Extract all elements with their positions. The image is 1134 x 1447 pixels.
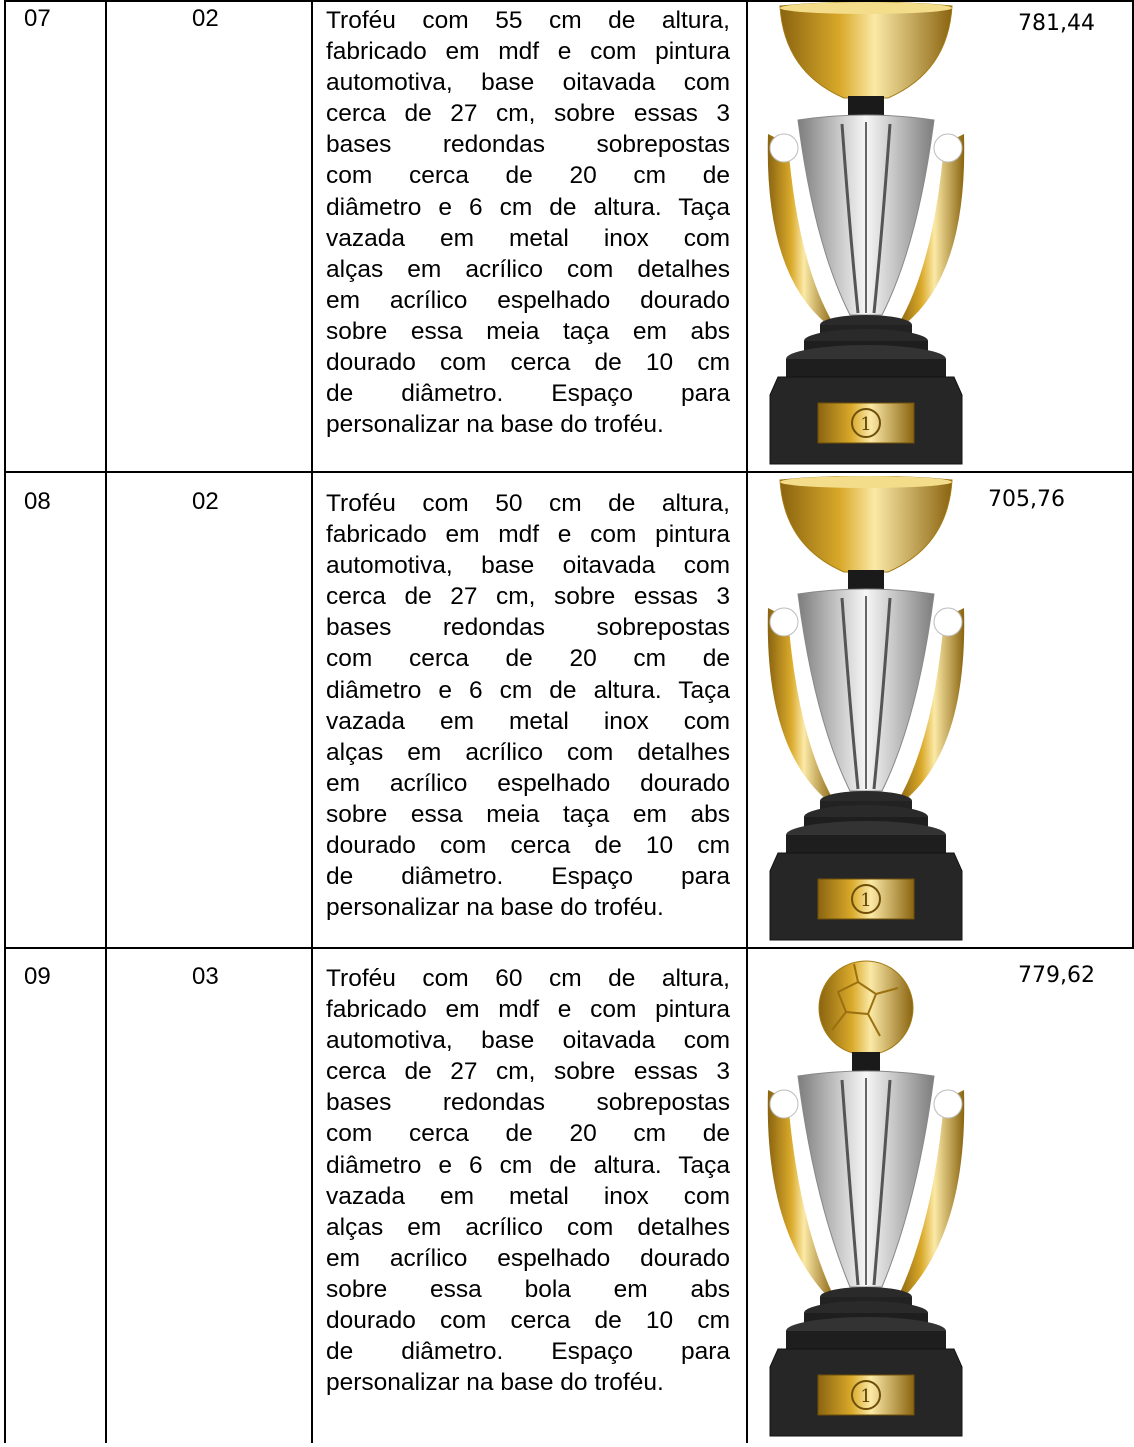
description-line: sobre essa meia taça em abs <box>326 317 730 345</box>
table-row-2-price: 705,76 <box>988 487 1065 512</box>
col-divider-2 <box>311 0 313 1443</box>
description-line: automotiva, base oitavada com <box>326 1027 730 1055</box>
svg-text:1: 1 <box>860 414 872 435</box>
table-row-1-price: 781,44 <box>1018 11 1095 36</box>
table-row-3-description <box>326 963 730 1398</box>
trophy-ball-image <box>758 952 974 1442</box>
table-row-3-price: 779,62 <box>1018 963 1095 988</box>
description-line: bases redondas sobrepostas <box>326 131 730 159</box>
description-line: Troféu com 60 cm de altura, <box>326 965 730 992</box>
description-line: alças em acrílico com detalhes <box>326 738 730 766</box>
table-row-3-item: 09 <box>24 963 51 990</box>
row-divider-2 <box>4 947 1134 949</box>
table-row-1-qty: 02 <box>192 5 219 32</box>
description-line: cerca de 27 cm, sobre essas 3 <box>326 583 730 611</box>
description-line: fabricado em mdf e com pintura <box>326 996 730 1024</box>
col-divider-left <box>4 0 6 1443</box>
col-divider-3 <box>746 0 748 1443</box>
description-line: automotiva, base oitavada com <box>326 69 730 97</box>
table-row-1-item: 07 <box>24 5 51 32</box>
table-row-2-item: 08 <box>24 488 51 515</box>
description-line: fabricado em mdf e com pintura <box>326 521 730 549</box>
trophy-cup-image <box>758 476 974 946</box>
description-line: personalizar na base do troféu. <box>326 411 664 439</box>
description-line: de diâmetro. Espaço para <box>326 380 730 408</box>
description-line: de diâmetro. Espaço para <box>326 1338 730 1366</box>
description-line: de diâmetro. Espaço para <box>326 863 730 891</box>
description-line: cerca de 27 cm, sobre essas 3 <box>326 100 730 128</box>
table-row-3-qty: 03 <box>192 963 219 990</box>
description-line: dourado com cerca de 10 cm <box>326 832 730 860</box>
svg-text:1: 1 <box>860 1386 872 1407</box>
description-line: Troféu com 55 cm de altura, <box>326 7 730 34</box>
description-line: com cerca de 20 cm de <box>326 162 730 190</box>
col-divider-1 <box>105 0 107 1443</box>
description-line: bases redondas sobrepostas <box>326 1089 730 1117</box>
description-line: em acrílico espelhado dourado <box>326 286 730 314</box>
description-line: em acrílico espelhado dourado <box>326 1244 730 1272</box>
row-divider-1 <box>4 471 1134 473</box>
svg-text:1: 1 <box>860 890 872 911</box>
description-line: fabricado em mdf e com pintura <box>326 38 730 66</box>
description-line: em acrílico espelhado dourado <box>326 769 730 797</box>
description-line: dourado com cerca de 10 cm <box>326 1307 730 1335</box>
description-line: vazada em metal inox com <box>326 1182 730 1210</box>
trophy-cup-image <box>758 2 974 470</box>
description-line: alças em acrílico com detalhes <box>326 255 730 283</box>
table-row-2-qty: 02 <box>192 488 219 515</box>
description-line: vazada em metal inox com <box>326 224 730 252</box>
description-line: diâmetro e 6 cm de altura. Taça <box>326 193 730 221</box>
description-line: diâmetro e 6 cm de altura. Taça <box>326 1151 730 1179</box>
description-line: diâmetro e 6 cm de altura. Taça <box>326 676 730 704</box>
description-line: Troféu com 50 cm de altura, <box>326 490 730 517</box>
description-line: personalizar na base do troféu. <box>326 1369 664 1397</box>
description-line: sobre essa meia taça em abs <box>326 800 730 828</box>
description-line: vazada em metal inox com <box>326 707 730 735</box>
description-line: bases redondas sobrepostas <box>326 614 730 642</box>
description-line: sobre essa bola em abs <box>326 1275 730 1303</box>
description-line: automotiva, base oitavada com <box>326 552 730 580</box>
description-line: com cerca de 20 cm de <box>326 1120 730 1148</box>
description-line: personalizar na base do troféu. <box>326 894 664 922</box>
description-line: com cerca de 20 cm de <box>326 645 730 673</box>
description-line: dourado com cerca de 10 cm <box>326 349 730 377</box>
table-row-2-description <box>326 488 730 923</box>
description-line: cerca de 27 cm, sobre essas 3 <box>326 1058 730 1086</box>
table-row-1-description <box>326 5 730 440</box>
description-line: alças em acrílico com detalhes <box>326 1213 730 1241</box>
